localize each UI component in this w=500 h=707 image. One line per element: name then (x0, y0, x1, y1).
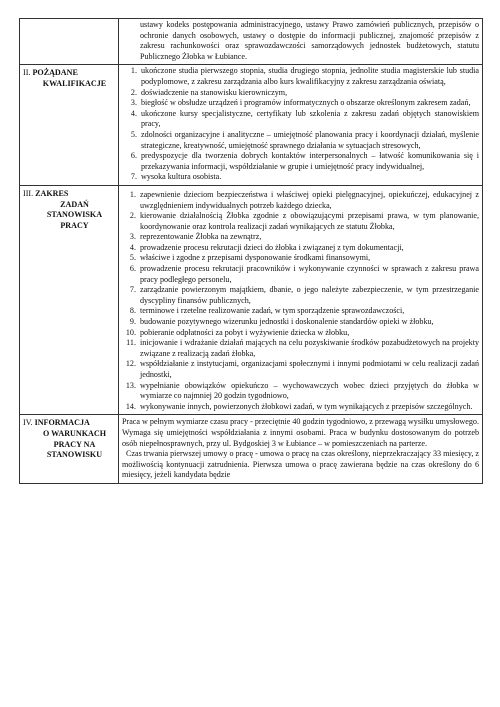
table-row (20, 19, 483, 65)
contract-paragraph: Czas trwania pierwszej umowy o pracę - umowa o pracę na czas określony, nieprzekraczający 33 miesięcy, z możliwością kontynuacji zatrudnienia. Pierwsza umowa o pracę zawierana będzie na czas określony do 6 miesięcy, jeżeli kandydata będzie (122, 449, 479, 480)
list-item: 4. ukończone kursy specjalistyczne, certyfikaty lub szkolenia z zakresu zadań objętych stanowiskiem pracy, (130, 108, 479, 129)
list-item: 13. wypełnianie obowiązków opiekuńczo – wychowawczych wobec dzieci przyjętych do żłobka w wymiarze co najmniej 20 godzin tygodniowo, (125, 380, 479, 401)
list-item: 11. inicjowanie i wdrażanie działań mających na celu pozyskiwanie środków pozabudżetowych na projekty związane z realizacją zadań żłobka, (126, 338, 479, 358)
section-title-line: ZADAŃ (60, 199, 89, 209)
list-item: 3. biegłość w obsłudze urządzeń i programów informatycznych o obszarze określonym zakresem zadań, (130, 98, 471, 108)
qualifications-list (122, 66, 479, 183)
section-title-line: KWALIFIKACJE (42, 78, 107, 88)
list-item: 5. zdolności organizacyjne i analityczne – umiejętność planowania pracy i koordynacji działań, myślenie strategiczne, kreatywność, umiejętność sprawnego działania w sytuacjach stresowych, (130, 129, 479, 150)
list-item: 6. predyspozycje dla tworzenia dobrych kontaktów interpersonalnych – łatwość komunikowania się i przekazywania informacji, współdziałanie w grupie i umiejętność pracy indywidualnej, (130, 151, 479, 171)
section-title-line: INFORMACJA (34, 418, 90, 428)
list-item: 10. pobieranie odpłatności za pobyt i wyżywienie dziecka w żłobku, (125, 327, 350, 337)
section-content (119, 415, 483, 484)
section-number: III. (23, 188, 34, 198)
section-title-line: ZAKRES (35, 188, 69, 198)
section-label (20, 185, 119, 414)
list-item: 9. budowanie pozytywnego wizerunku jednostki i doskonalenie standardów opieki w żłobku, (129, 317, 434, 327)
list-item: 3. reprezentowanie Żłobka na zewnątrz, (129, 232, 262, 242)
table-row (20, 65, 483, 186)
section-title-line: PRACY (60, 220, 89, 230)
table-row (20, 185, 483, 414)
section-number: IV. (23, 418, 33, 428)
section-content (119, 185, 483, 414)
section-title-line: STANOWISKU (46, 450, 103, 460)
list-item: 1. zapewnienie dzieciom bezpieczeństwa i właściwej opieki pielęgnacyjnej, opiekuńczej, edukacyjnej z uwzględnieniem indywidualnych potrzeb każdego dziecka, (129, 189, 479, 210)
list-item: 6. prowadzenie procesu rekrutacji pracowników i wykonywanie czynności w sprawach z zakresu prawa pracy podległego personelu, (129, 264, 479, 284)
section-title-line: STANOWISKA (46, 210, 103, 220)
list-item: 1. ukończone studia pierwszego stopnia, studia drugiego stopnia, jednolite studia magisterskie lub studia podyplomowe, z zakresu zarządzania albo kurs kwalifikacyjny z zakresu zarządzania oświatą, (130, 66, 479, 86)
table-row (20, 415, 483, 484)
section-title-line: POŻĄDANE (32, 68, 78, 78)
section-title-line: PRACY NA (53, 439, 96, 449)
empty-label-cell (20, 19, 119, 65)
list-item: 12. współdziałanie z instytucjami, organizacjami społecznymi i innymi podmiotami w celu realizacji zadań jednostki, (125, 359, 479, 379)
list-item: 2. kierowanie działalnością Żłobka zgodnie z obowiązującymi przepisami prawa, w tym planowanie, koordynowanie oraz kontrola realizacji zadań wynikających ze statutu Żłobka, (129, 211, 479, 231)
intro-paragraph: ustawy kodeks postępowania administracyjnego, ustawy Prawo zamówień publicznych, przepisów o ochronie danych osobowych, ustawy o dostępie do informacji publicznej, znajomość przepisów z zakresu rachunkowości oraz sprawozdawczości samorządowych jednostek budżetowych, statutu Publicznego Żłobka w Łubiance. (119, 19, 483, 65)
section-number: II. (23, 68, 31, 78)
list-item: 2. doświadczenie na stanowisku kierowniczym, (130, 87, 288, 97)
section-label (20, 65, 119, 186)
section-title-line: O WARUNKACH (42, 428, 107, 438)
list-item: 7. wysoka kultura osobista. (130, 172, 222, 182)
list-item: 5. właściwe i zgodne z przepisami dysponowanie środkami finansowymi, (129, 253, 371, 263)
list-item: 14. wykonywanie innych, powierzonych żłobkowi zadań, w tym wynikających z przepisów szczególnych. (125, 401, 473, 411)
job-offer-table (19, 18, 483, 484)
document-page (19, 18, 483, 484)
working-conditions-paragraph: Praca w pełnym wymiarze czasu pracy - przeciętnie 40 godzin tygodniowo, z przewagą wysiłku umysłowego. Wymaga się umiejętności współdziałania z innymi osobami. Praca w budynku dostosowanym do potrzeb osób niepełnosprawnych, przy ul. Bydgoskiej 3 w Łubiance – w pomieszczeniach na parterze. (122, 417, 479, 448)
list-item: 4. prowadzenie procesu rekrutacji dzieci do żłobka i związanej z tym dokumentacji, (129, 242, 404, 252)
list-item: 7. zarządzanie powierzonym majątkiem, dbanie, o jego należyte zabezpieczenie, w tym przestrzeganie dyscypliny finansów publicznych, (129, 285, 479, 305)
section-label (20, 415, 119, 484)
duties-list (122, 190, 479, 412)
list-item: 8. terminowe i rzetelne realizowanie zadań, w tym sporządzenie sprawozdawczości, (129, 306, 405, 316)
section-content (119, 65, 483, 186)
